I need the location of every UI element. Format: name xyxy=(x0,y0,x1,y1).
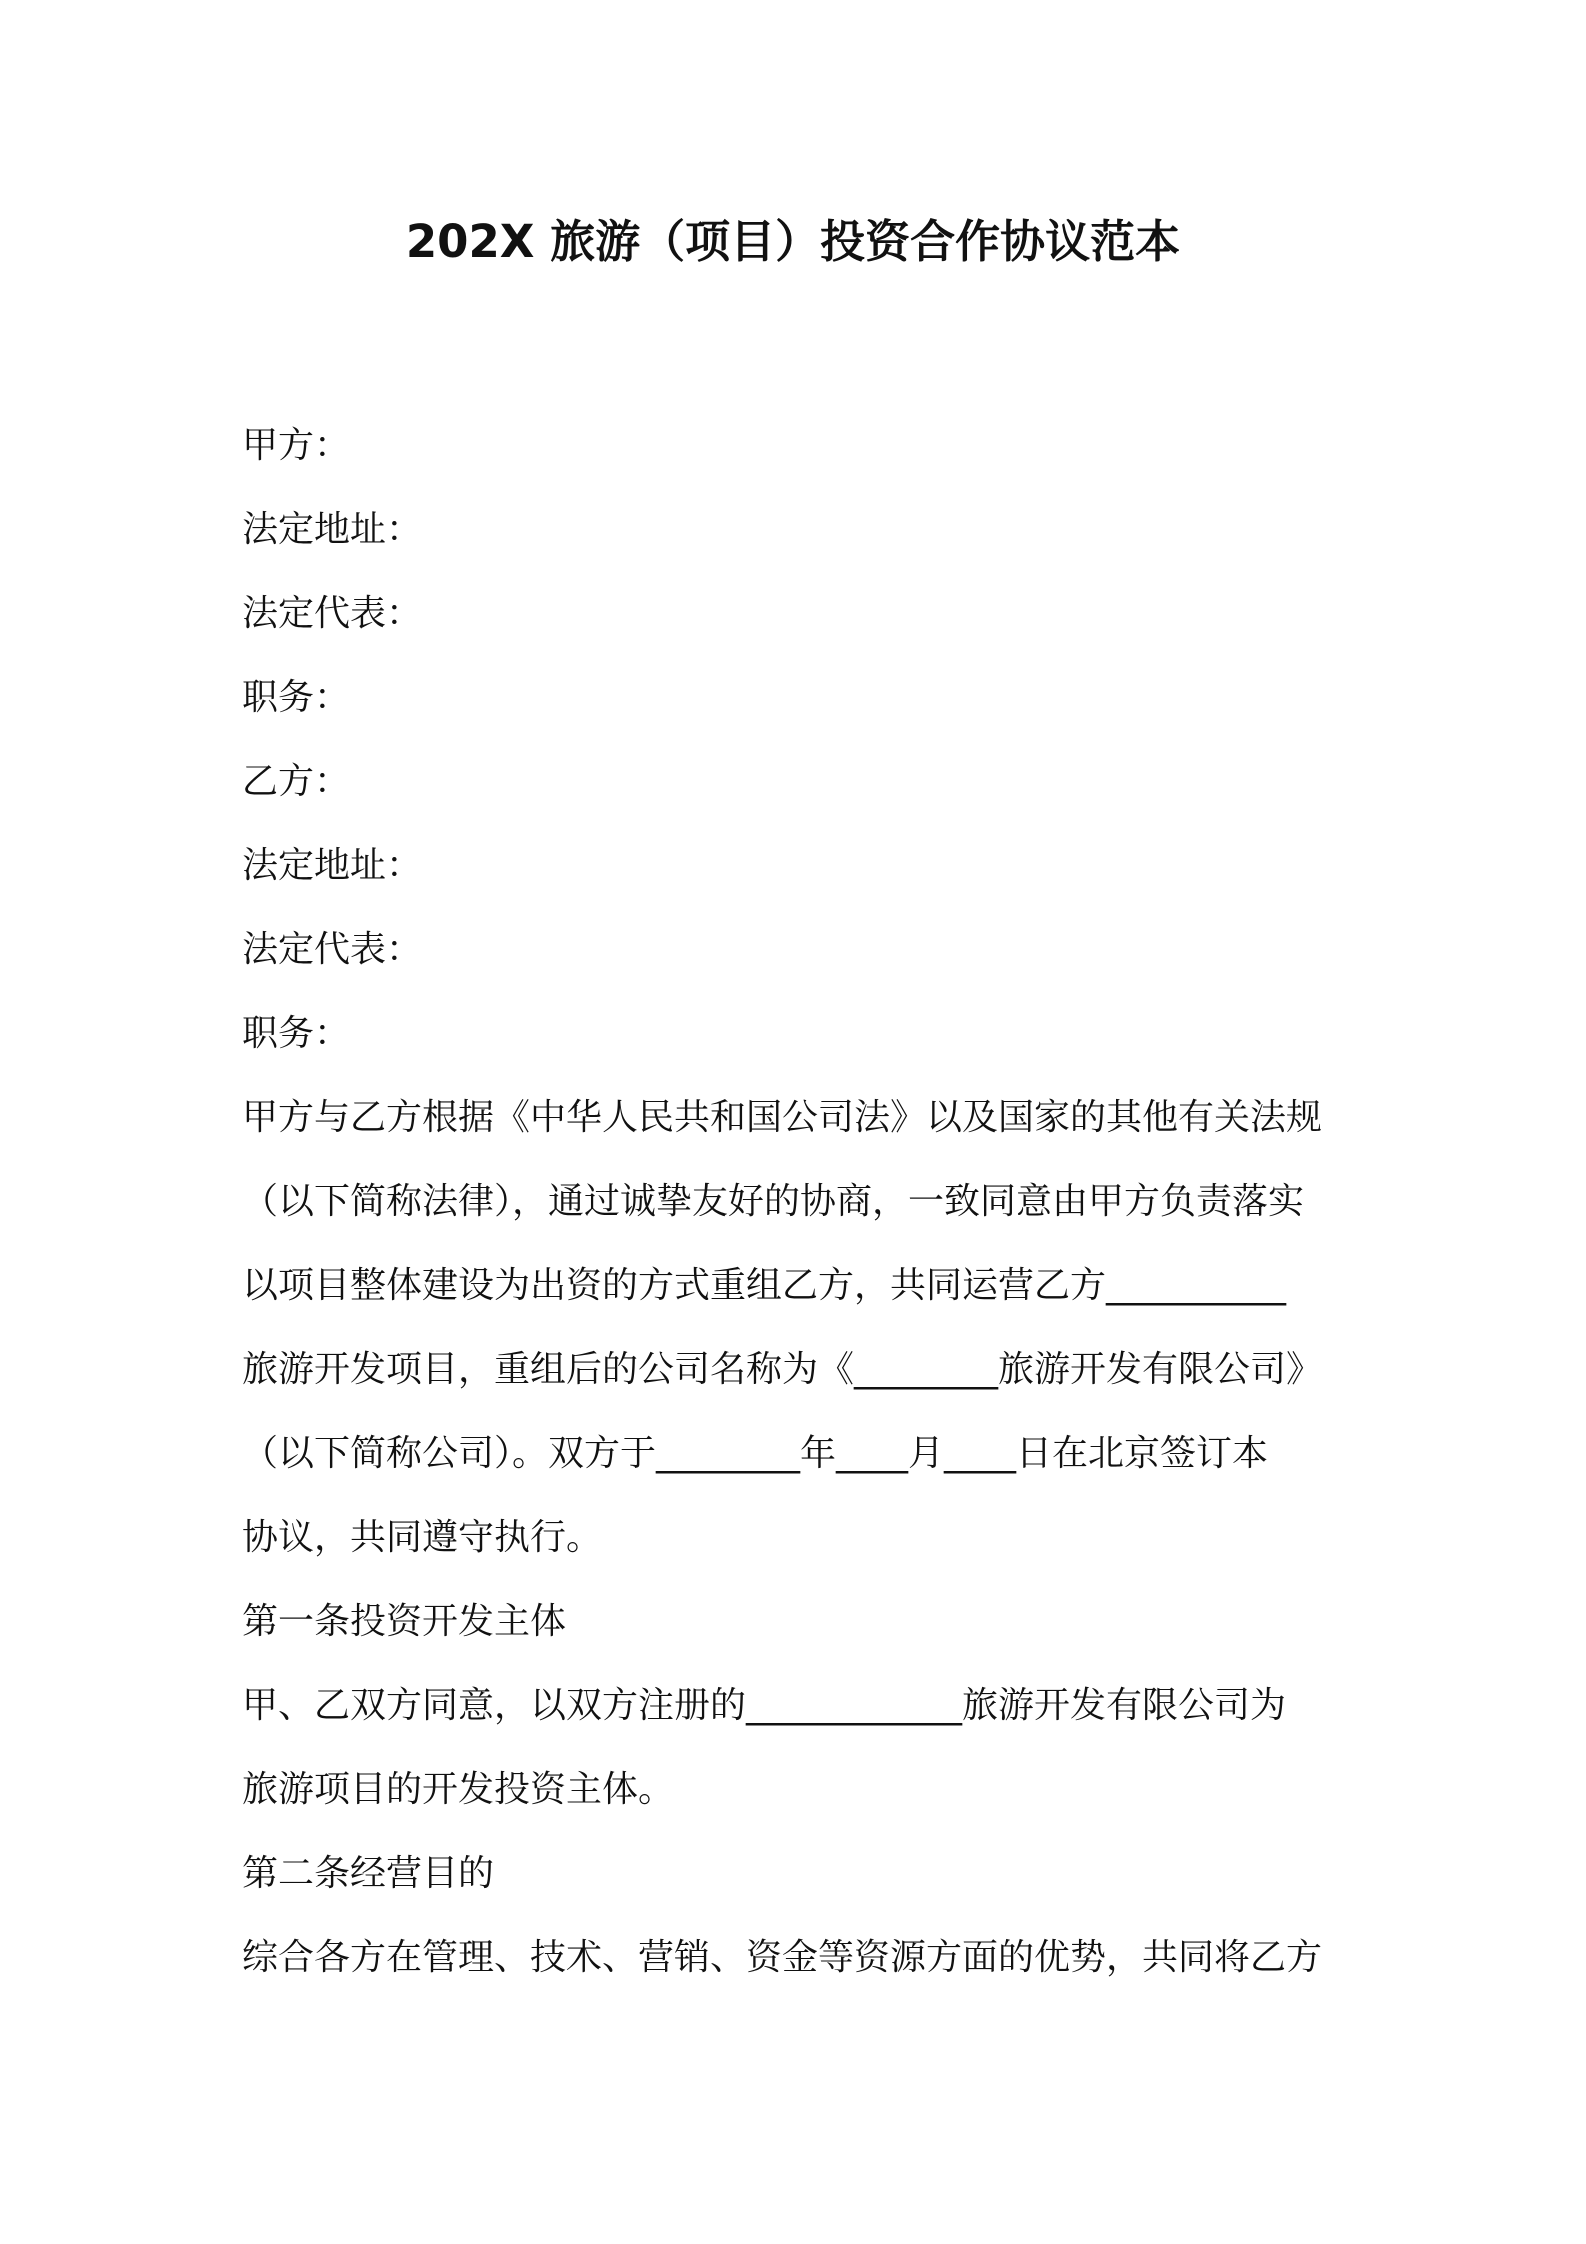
document-title: 202X 旅游（项目）投资合作协议范本 xyxy=(405,215,1181,268)
party-a-label: 甲方： xyxy=(242,425,351,466)
party-a-representative-label: 法定代表： xyxy=(242,593,423,634)
preamble-line: 以项目整体建设为出资的方式重组乙方，共同运营乙方__________ xyxy=(242,1265,1287,1306)
preamble-line: （以下简称公司）。双方于________年____月____日在北京签订本 xyxy=(242,1433,1269,1474)
party-a-address-label: 法定地址： xyxy=(242,509,423,550)
article-1-heading: 第一条投资开发主体 xyxy=(242,1601,567,1642)
article-1-text: 甲、乙双方同意，以双方注册的____________旅游开发有限公司为 xyxy=(242,1685,1287,1726)
party-b-address-label: 法定地址： xyxy=(242,845,423,886)
preamble-line: 协议，共同遵守执行。 xyxy=(242,1517,603,1558)
article-2-text: 综合各方在管理、技术、营销、资金等资源方面的优势，共同将乙方 xyxy=(242,1937,1323,1978)
party-b-position-label: 职务： xyxy=(242,1013,351,1054)
party-b-representative-label: 法定代表： xyxy=(242,929,423,970)
preamble-line: 旅游开发项目，重组后的公司名称为《________旅游开发有限公司》 xyxy=(242,1349,1323,1390)
document-body xyxy=(242,404,1372,2000)
preamble-line: （以下简称法律），通过诚挚友好的协商，一致同意由甲方负责落实 xyxy=(242,1181,1305,1222)
article-1-text: 旅游项目的开发投资主体。 xyxy=(242,1769,675,1810)
party-b-label: 乙方： xyxy=(242,761,351,802)
article-2-heading: 第二条经营目的 xyxy=(242,1853,495,1894)
preamble-line: 甲方与乙方根据《中华人民共和国公司法》以及国家的其他有关法规 xyxy=(242,1097,1323,1138)
party-a-position-label: 职务： xyxy=(242,677,351,718)
